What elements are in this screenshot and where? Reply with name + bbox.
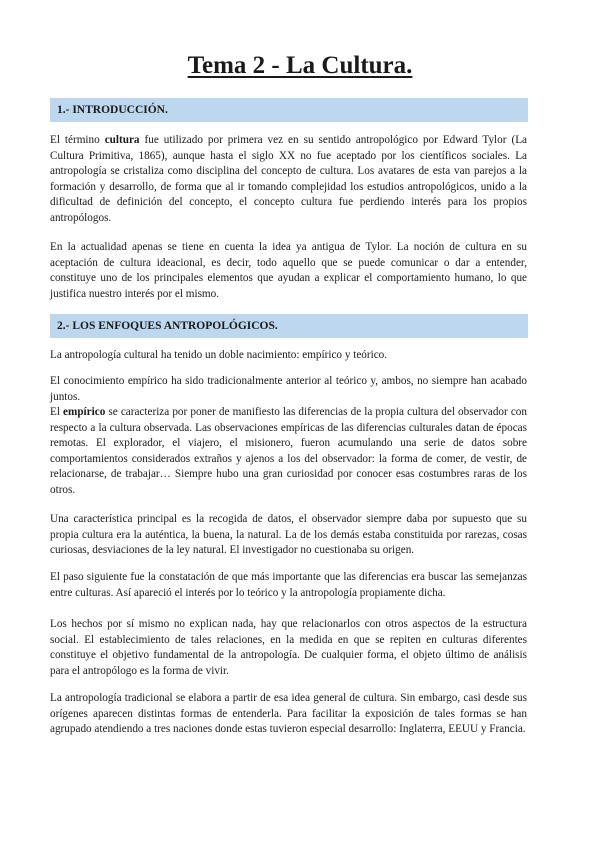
paragraph-enfoques-6: Los hechos por sí mismo no explican nada, hay que relacionarlos con otros aspectos de la estructura social. El establecimiento de tales relaciones, en la medida en que se repiten en culturas diferentes constituye el objetivo fundamental de la antropología. De cualquier forma, el objeto último de análisis para el antropólogo es la forma de vivir.	[50, 618, 527, 677]
paragraph-enfoques-1: La antropología cultural ha tenido un doble nacimiento: empírico y teórico.	[50, 349, 388, 361]
section-heading-enfoques: 2.- LOS ENFOQUES ANTROPOLÓGICOS.	[50, 314, 528, 338]
paragraph-intro-2: En la actualidad apenas se tiene en cuenta la idea ya antigua de Tylor. La noción de cultura en su aceptación de cultura ideacional, es decir, todo aquello que se puede comunicar o dar a entender, constituye uno de los principales elementos que ayudan a explicar el comportamiento humano, lo que justifica nuestro interés por el mismo.	[50, 241, 527, 300]
paragraph-intro-1	[50, 133, 527, 227]
paragraph-enfoques-7: La antropología tradicional se elabora a partir de esa idea general de cultura. Sin embargo, casi desde sus orígenes aparecen distintas formas de entenderla. Para facilitar la exposición de tales formas se han agrupado atendiendo a tres naciones donde estas tuvieron especial desarrollo: Inglaterra, EEUU y Francia.	[50, 692, 527, 736]
paragraph-enfoques-5: El paso siguiente fue la constatación de que más importante que las diferencias era buscar las semejanzas entre culturas. Así apareció el interés por lo teórico y la antropología propiamente dicha.	[50, 571, 527, 599]
paragraph-text: se caracteriza por poner de manifiesto las diferencias de la propia cultura del observador con respecto a la cultura observada. Las observaciones empíricas de las diferencias culturales datan de épocas remotas. El explorador, el viajero, el misionero, fueron acumulando una serie de datos sobre comportamientos considerados extraños y ajenos a los del observador: la forma de comer, de vestir, de relacionarse, de trabajar… Siempre hubo una gran curiosidad por conocer esas costumbres raras de los otros.	[50, 406, 527, 496]
paragraph-text: El	[50, 406, 64, 418]
paragraph-enfoques-3	[50, 405, 527, 499]
paragraph-enfoques-2: El conocimiento empírico ha sido tradicionalmente anterior al teórico y, ambos, no siempre han acabado juntos.	[50, 375, 527, 403]
paragraph-enfoques-4: Una característica principal es la recogida de datos, el observador siempre daba por supuesto que su propia cultura era la auténtica, la buena, la natural. La de los demás estaba constituida por rarezas, cosas curiosas, desviaciones de la ley natural. El investigador no cuestionaba su origen.	[50, 513, 527, 557]
paragraph-text: fue utilizado por primera vez en su sentido antropológico por Edward Tylor (La Cultura Primitiva, 1865), aunque hasta el siglo XX no fue aceptado por los científicos sociales. La antropología se cristaliza como disciplina del concepto de cultura. Los avatares de esta van parejos a la formación y desarrollo, de forma que al ir tomando complejidad los estudios antropológicos, unido a la dificultad de definición del concepto, el concepto cultura fue perdiendo interés para los propios antropólogos.	[50, 134, 527, 224]
paragraph-text: El término	[50, 134, 105, 146]
bold-term-empirico: empírico	[63, 406, 106, 418]
page-title: Tema 2 - La Cultura.	[187, 52, 413, 79]
section-heading-introduccion: 1.- INTRODUCCIÓN.	[50, 98, 528, 122]
bold-term-cultura: cultura	[104, 134, 140, 146]
